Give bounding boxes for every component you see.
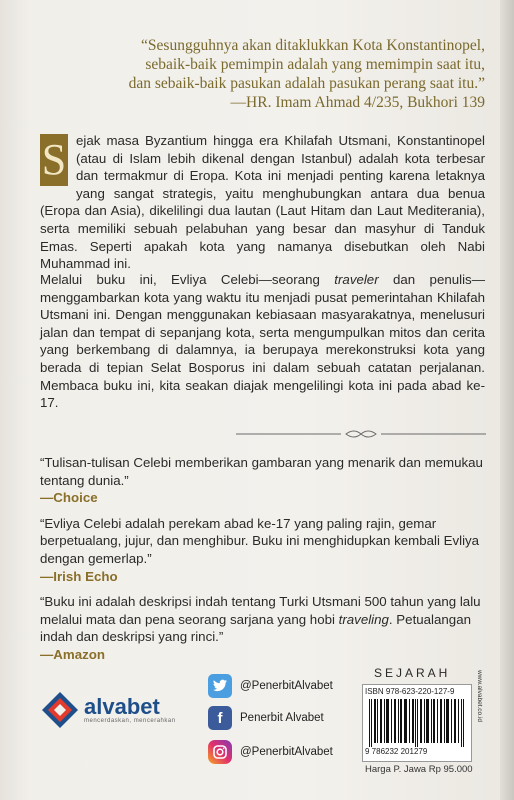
barcode-digits: 9 786232 201279: [365, 747, 428, 756]
review-text: [40, 593, 485, 646]
quote-line: sebaik-baik pemimpin adalah yang memimpin saat itu,: [145, 56, 485, 73]
facebook-icon: f: [208, 706, 232, 730]
quote-line: “Sesungguhnya akan ditaklukkan Kota Konstantinopel,: [141, 37, 485, 54]
paragraph-text: Melalui buku ini, Evliya Celebi—seorang: [40, 272, 335, 287]
social-instagram: [208, 740, 333, 764]
book-spine-edge: [500, 0, 514, 800]
barcode-icon: [367, 699, 467, 747]
twitter-icon: [208, 674, 232, 698]
reviews-section: [40, 454, 485, 672]
paragraph-text: dan penulis—menggambarkan kota yang waktu itu menjadi pusat pemerintahan Khilafah Utsmani ini. Dengan menggunakan kebiasaan masyarakatnya, menelusuri jalan dan tempat di sepanjang kota, serta mengumpulkan mitos dan cerita yang berkembang di dalamnya, ia berupaya merekonstruksi kota yang berada di tepian Selat Bosporus ini dalam sebuah catatan perjalanan. Membaca buku ini, kita seakan diajak mengelilingi kota ini pada abad ke-17.: [40, 272, 485, 411]
publisher-name: alvabet: [84, 694, 160, 719]
logo-text: [84, 696, 176, 724]
review-item: [40, 515, 485, 585]
review-item: [40, 593, 485, 663]
publisher-logo: [40, 690, 176, 730]
quote-source: —HR. Imam Ahmad 4/235, Bukhori 139: [230, 94, 485, 111]
ornament-divider-icon: [236, 428, 486, 440]
social-handle: Penerbit Alvabet: [240, 712, 324, 724]
review-text-part: . Petualangan indah dan deskripsi yang rinci.”: [40, 611, 471, 645]
review-text: “Tulisan-tulisan Celebi memberikan gambaran yang menarik dan memukau tentang dunia.”: [40, 455, 483, 488]
quote-line: dan sebaik-baik pasukan adalah pasukan perang saat itu.”: [128, 75, 485, 92]
social-handle: @PenerbitAlvabet: [240, 746, 333, 758]
review-source: —Irish Echo: [40, 568, 118, 584]
social-handle: @PenerbitAlvabet: [240, 680, 333, 692]
review-source: —Amazon: [40, 646, 106, 662]
synopsis-paragraph-1: [40, 132, 485, 273]
instagram-icon: [208, 740, 232, 764]
paragraph-italic: traveler: [334, 272, 379, 287]
website-url: www.alvabet.co.id: [476, 670, 483, 723]
review-item: [40, 454, 485, 507]
social-facebook: [208, 706, 324, 730]
isbn-text: ISBN 978-623-220-127-9: [365, 687, 455, 696]
barcode-box: [362, 684, 472, 762]
review-text: “Evliya Celebi adalah perekam abad ke-17 yang paling rajin, gemar berpetualang, jujur, dan menghibur. Buku ini menghidupkan kembali Evliya dengan gemerlap.”: [40, 515, 480, 566]
price-label: Harga P. Jawa Rp 95.000: [365, 764, 473, 775]
synopsis-paragraph-2: [40, 271, 485, 412]
review-text-part: “Buku ini adalah deskripsi indah tentang Turki Utsmani 500 tahun yang lalu melalui mata dan pena seorang sarjana yang hobi: [40, 594, 481, 627]
publisher-tagline: mencerdaskan, mencerahkan: [84, 718, 176, 724]
social-twitter: [208, 674, 333, 698]
hadith-quote: [40, 36, 485, 112]
category-label: SEJARAH: [374, 666, 451, 680]
paragraph-text: ejak masa Byzantium hingga era Khilafah Utsmani, Konstantinopel (atau di Islam lebih dikenal dengan Istanbul) adalah kota terbesar dan termakmur di Eropa. Kota ini menjadi penting karena letaknya yang sangat strategis, yaitu menghubungkan antara dua benua (Eropa dan Asia), dikelilingi dua lautan (Laut Hitam dan Laut Mediterania), serta memiliki sebuah pelabuhan yang besar dan masyhur di Tanduk Emas. Seperti apakah kota yang namanya disebutkan oleh Nabi Muhammad ini.: [40, 133, 485, 272]
review-source: —Choice: [40, 490, 98, 506]
alvabet-logo-icon: [40, 690, 80, 730]
review-text-italic: traveling: [338, 611, 389, 627]
drop-cap: S: [41, 135, 67, 184]
